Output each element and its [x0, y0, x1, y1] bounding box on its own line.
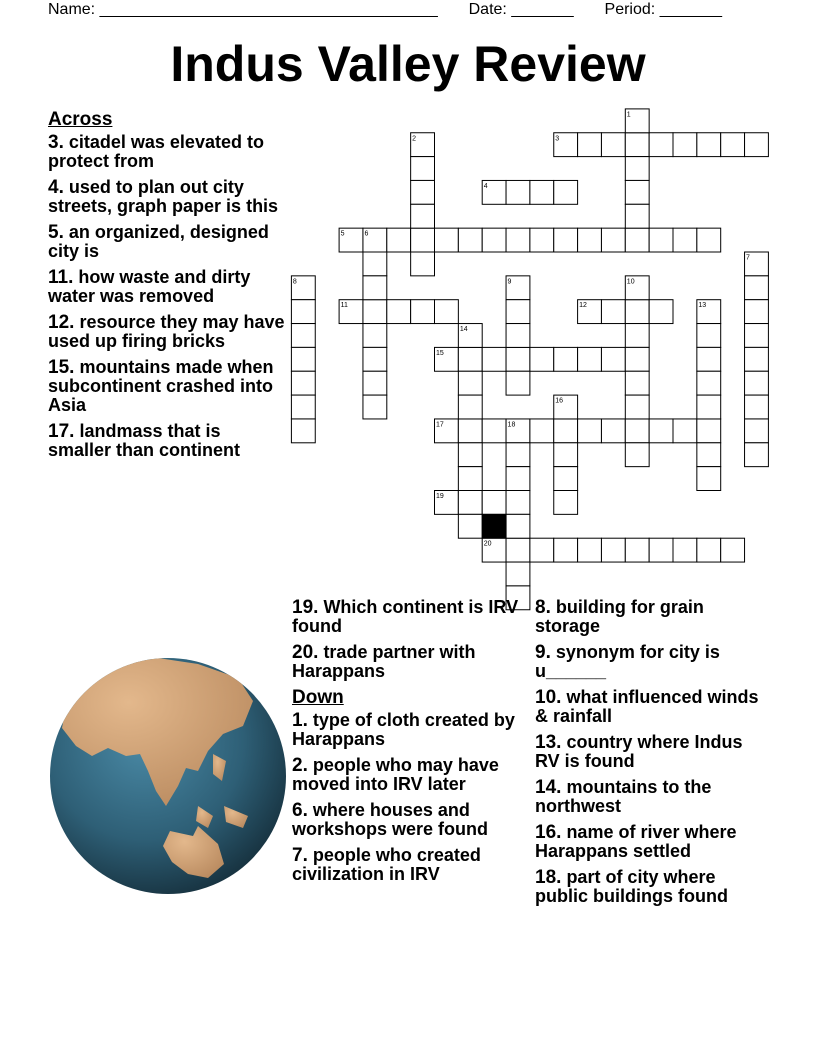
grid-cell[interactable] — [697, 395, 721, 419]
clue-down-9: 9. synonym for city is u______ — [535, 642, 720, 681]
grid-number: 3 — [555, 135, 560, 143]
grid-number: 9 — [507, 278, 512, 286]
grid-number: 19 — [436, 493, 444, 500]
grid-cell[interactable] — [554, 347, 578, 371]
grid-cell[interactable] — [458, 467, 482, 491]
grid-cell[interactable] — [482, 228, 506, 252]
grid-cell[interactable] — [673, 133, 697, 157]
grid-cell[interactable] — [291, 419, 315, 443]
grid-cell[interactable] — [506, 538, 530, 562]
period-label: Period: — [604, 1, 656, 18]
period-blank[interactable]: _______ — [659, 1, 722, 18]
grid-cell[interactable] — [649, 133, 673, 157]
grid-cell[interactable] — [745, 443, 769, 467]
grid-cell[interactable] — [601, 347, 625, 371]
grid-number: 17 — [436, 421, 444, 429]
grid-number: 11 — [340, 302, 348, 310]
grid-cell[interactable] — [554, 419, 578, 443]
grid-cell[interactable] — [625, 538, 649, 562]
grid-number: 8 — [292, 278, 297, 286]
grid-cell[interactable] — [291, 347, 315, 371]
grid-cell[interactable] — [482, 491, 506, 515]
grid-cell[interactable] — [745, 395, 769, 419]
grid-cell[interactable] — [506, 228, 530, 252]
grid-cell[interactable] — [387, 300, 411, 324]
grid-number: 13 — [698, 302, 707, 310]
clue-across-3: 3. citadel was elevated to protect from — [48, 132, 264, 171]
grid-cell[interactable] — [506, 514, 530, 538]
grid-cell[interactable] — [363, 371, 387, 395]
grid-cell[interactable] — [482, 419, 506, 443]
grid-cell[interactable] — [601, 538, 625, 562]
grid-cell[interactable] — [697, 538, 721, 562]
clue-down-10: 10. what influenced winds & rainfall — [535, 687, 759, 726]
grid-cell[interactable] — [530, 180, 554, 204]
grid-cell[interactable] — [625, 443, 649, 467]
grid-cell[interactable] — [578, 419, 602, 443]
clue-down-18: 18. part of city where public buildings found — [535, 867, 728, 906]
grid-block — [482, 514, 506, 538]
grid-cell[interactable] — [673, 228, 697, 252]
grid-cell[interactable] — [578, 228, 602, 252]
grid-cell[interactable] — [625, 157, 649, 181]
grid-number: 5 — [340, 230, 345, 238]
grid-cell[interactable] — [530, 419, 554, 443]
clue-across-15: 15. mountains made when subcontinent crashed into Asia — [48, 357, 274, 415]
grid-number: 14 — [459, 326, 468, 334]
grid-number: 4 — [483, 182, 488, 190]
grid-cell[interactable] — [721, 133, 745, 157]
grid-cell[interactable] — [625, 133, 649, 157]
grid-cell[interactable] — [649, 228, 673, 252]
grid-number: 10 — [626, 278, 635, 286]
grid-cell[interactable] — [291, 395, 315, 419]
grid-cell[interactable] — [625, 371, 649, 395]
grid-cell[interactable] — [625, 419, 649, 443]
grid-number: 7 — [746, 254, 750, 262]
grid-cell[interactable] — [697, 324, 721, 348]
grid-cell[interactable] — [363, 324, 387, 348]
grid-cell[interactable] — [363, 395, 387, 419]
date-label: Date: — [468, 1, 507, 18]
clue-across-12: 12. resource they may have used up firing bricks — [48, 312, 285, 351]
grid-cell[interactable] — [625, 300, 649, 324]
clue-across-11: 11. how waste and dirty water was removed — [48, 267, 251, 306]
grid-cell[interactable] — [411, 252, 435, 276]
clue-across-4: 4. used to plan out city streets, graph paper is this — [48, 177, 279, 216]
grid-cell[interactable] — [625, 347, 649, 371]
grid-cell[interactable] — [435, 300, 459, 324]
grid-cell[interactable] — [697, 467, 721, 491]
grid-cell[interactable] — [387, 228, 411, 252]
grid-cell[interactable] — [506, 300, 530, 324]
grid-cell[interactable] — [673, 538, 697, 562]
grid-cell[interactable] — [458, 443, 482, 467]
grid-cell[interactable] — [411, 204, 435, 228]
grid-cell[interactable] — [649, 300, 673, 324]
grid-cell[interactable] — [673, 419, 697, 443]
grid-cell[interactable] — [554, 443, 578, 467]
grid-cell[interactable] — [745, 371, 769, 395]
grid-cell[interactable] — [458, 395, 482, 419]
grid-cell[interactable] — [458, 514, 482, 538]
grid-cell[interactable] — [363, 347, 387, 371]
name-blank[interactable]: ______________________________________ — [99, 1, 438, 18]
grid-number: 18 — [507, 421, 516, 429]
grid-cell[interactable] — [506, 491, 530, 515]
grid-cell[interactable] — [554, 228, 578, 252]
grid-cell[interactable] — [411, 300, 435, 324]
grid-cell[interactable] — [458, 419, 482, 443]
grid-cell[interactable] — [363, 300, 387, 324]
grid-cell[interactable] — [506, 467, 530, 491]
grid-cell[interactable] — [363, 276, 387, 300]
clue-down-14: 14. mountains to the northwest — [535, 777, 712, 816]
grid-cell[interactable] — [649, 419, 673, 443]
grid-cell[interactable] — [697, 419, 721, 443]
grid-cell[interactable] — [458, 371, 482, 395]
grid-cell[interactable] — [506, 347, 530, 371]
grid-cell[interactable] — [411, 228, 435, 252]
clue-across-17: 17. landmass that is smaller than continent — [48, 421, 241, 460]
clues-right-column — [535, 598, 771, 913]
grid-cell[interactable] — [601, 419, 625, 443]
grid-cell[interactable] — [625, 228, 649, 252]
grid-cell[interactable] — [697, 228, 721, 252]
clue-down-16: 16. name of river where Harappans settled — [535, 822, 737, 861]
clue-across-19: 19. Which continent is IRV found — [292, 597, 519, 636]
grid-cell[interactable] — [745, 300, 769, 324]
grid-cell[interactable] — [697, 371, 721, 395]
grid-cell[interactable] — [530, 538, 554, 562]
grid-number: 12 — [579, 302, 587, 310]
grid-cell[interactable] — [697, 443, 721, 467]
clue-across-20: 20. trade partner with Harappans — [292, 642, 476, 681]
grid-number: 20 — [483, 540, 492, 548]
clue-down-2: 2. people who may have moved into IRV later — [292, 755, 499, 794]
clue-across-5: 5. an organized, designed city is — [48, 222, 269, 261]
grid-cell[interactable] — [625, 204, 649, 228]
grid-cell[interactable] — [578, 133, 602, 157]
clue-down-7: 7. people who created civilization in IRV — [292, 845, 481, 884]
across-heading: Across — [48, 109, 113, 130]
grid-number: 1 — [626, 111, 631, 119]
grid-cell[interactable] — [625, 395, 649, 419]
grid-cell[interactable] — [506, 324, 530, 348]
grid-cell[interactable] — [697, 347, 721, 371]
grid-cell[interactable] — [578, 347, 602, 371]
grid-cell[interactable] — [554, 467, 578, 491]
across-clues — [48, 110, 288, 467]
grid-cell[interactable] — [697, 133, 721, 157]
grid-cell[interactable] — [745, 276, 769, 300]
grid-cell[interactable] — [506, 562, 530, 586]
grid-cell[interactable] — [578, 538, 602, 562]
grid-cell[interactable] — [554, 491, 578, 515]
grid-cell[interactable] — [506, 443, 530, 467]
grid-cell[interactable] — [554, 538, 578, 562]
grid-cell[interactable] — [745, 347, 769, 371]
grid-cell[interactable] — [363, 252, 387, 276]
name-label: Name: — [48, 1, 96, 18]
grid-cell[interactable] — [721, 538, 745, 562]
grid-number: 15 — [436, 349, 444, 357]
date-blank[interactable]: _______ — [511, 1, 574, 18]
grid-cell[interactable] — [745, 419, 769, 443]
grid-cell[interactable] — [291, 371, 315, 395]
down-heading: Down — [292, 687, 344, 708]
clue-down-1: 1. type of cloth created by Harappans — [292, 710, 515, 749]
grid-number: 6 — [364, 230, 369, 238]
grid-cell[interactable] — [482, 347, 506, 371]
grid-cell[interactable] — [506, 180, 530, 204]
clue-down-6: 6. where houses and workshops were found — [292, 800, 489, 839]
grid-cell[interactable] — [530, 347, 554, 371]
clue-down-13: 13. country where Indus RV is found — [535, 732, 743, 771]
grid-cell[interactable] — [745, 133, 769, 157]
grid-cell[interactable] — [649, 538, 673, 562]
grid-cell[interactable] — [506, 371, 530, 395]
grid-cell[interactable] — [554, 180, 578, 204]
grid-cell[interactable] — [411, 157, 435, 181]
grid-cell[interactable] — [435, 228, 459, 252]
grid-number: 16 — [555, 397, 564, 405]
clue-down-8: 8. building for grain storage — [535, 597, 704, 636]
grid-cell[interactable] — [601, 133, 625, 157]
grid-number: 2 — [412, 135, 417, 143]
grid-cell[interactable] — [601, 300, 625, 324]
grid-cell[interactable] — [458, 228, 482, 252]
grid-cell[interactable] — [530, 228, 554, 252]
grid-cell[interactable] — [745, 324, 769, 348]
grid-cell[interactable] — [291, 324, 315, 348]
grid-cell[interactable] — [625, 180, 649, 204]
grid-cell[interactable] — [458, 491, 482, 515]
grid-cell[interactable] — [458, 347, 482, 371]
clues-middle-column — [292, 598, 524, 891]
grid-cell[interactable] — [625, 324, 649, 348]
page-title: Indus Valley Review — [170, 36, 646, 92]
globe-icon — [48, 656, 288, 896]
grid-cell[interactable] — [411, 180, 435, 204]
grid-cell[interactable] — [601, 228, 625, 252]
grid-cell[interactable] — [291, 300, 315, 324]
